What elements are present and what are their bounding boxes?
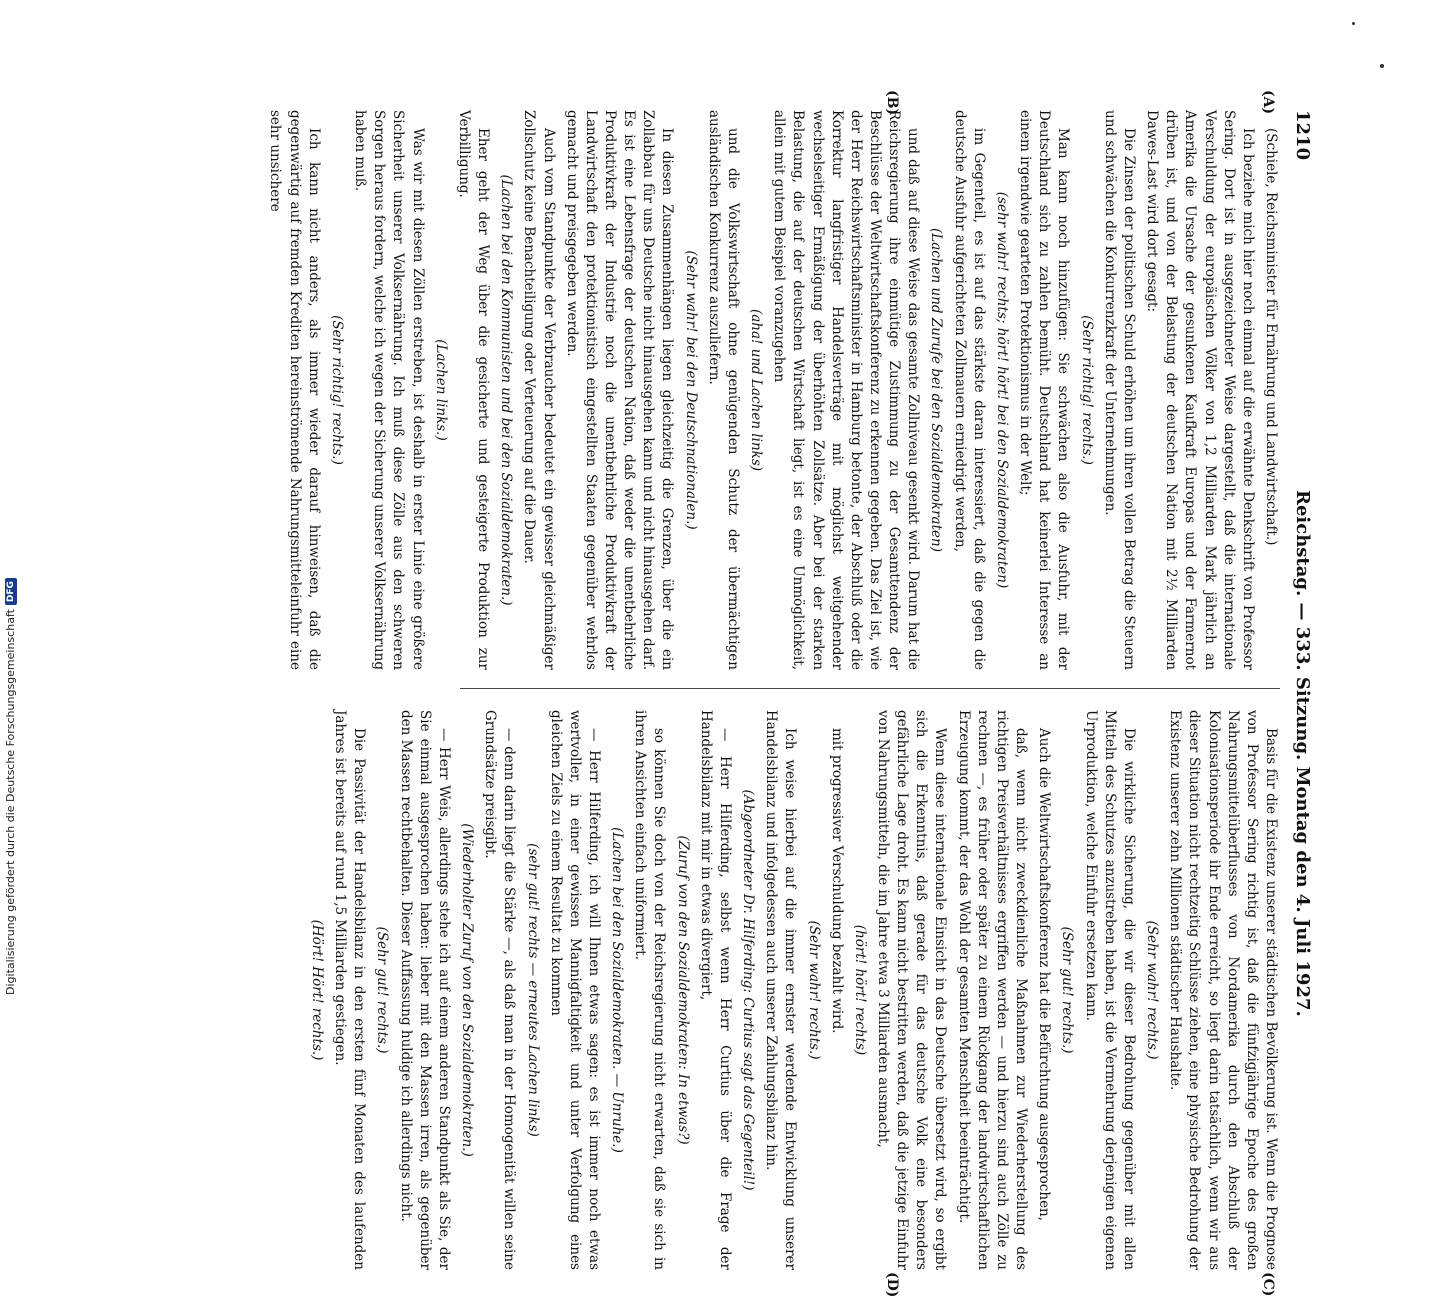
scan-speck (1380, 64, 1384, 68)
paragraph: so können Sie doch von der Reichsregierung nicht erwarten, daß sie sich in ihren Ansichten einfach uniformiert. (632, 710, 668, 1270)
interjection: (Lachen bei den Sozialdemokraten. — Unruhe.) (609, 827, 626, 1153)
interjection: (Sehr richtig! rechts.) (1078, 315, 1095, 465)
interjection: (sehr gut! rechts — erneutes Lachen links) (524, 843, 541, 1137)
paragraph: Die wirkliche Sicherung, die wir dieser Bedrohung gegenüber mit allen Mitteln des Schutzes anzustreben haben, ist die Vermehrung derjenigen eigenen Urproduktion, welche Einfuhr ersetzen kann. (1082, 710, 1137, 1270)
margin-marker-b: (B) (884, 90, 900, 116)
paragraph: und daß auf diese Weise das gesamte Zollniveau gesenkt wird. Darum hat die Reichsregierung ihre einmütige Zustimmung zu der Gesamttendenz der Beschlüsse der Weltwirtschaftskonferenz zu erkennen gegeben. Das Ziel ist, wie der Herr Reichswirtschaftsminister in Hamburg betonte, der Abschluß oder die Korrektur langfristiger Handelsverträge mit möglichst weitgehender wechselseitiger Ermäßigung der überhöhten Zollsätze. Aber bei der starken Belastung, die auf der deutschen Wirtschaft liegt, ist es eine Unmöglichkeit, allein mit gutem Beispiel voranzugehen (771, 110, 922, 670)
interjection: (sehr wahr! rechts; hört! hört! bei den Sozialdemokraten) (993, 191, 1010, 589)
paragraph: In diesen Zusammenhängen liegen gleichzeitig die Grenzen, über die ein Zollabbau für uns Deutsche nicht hinausgehen kann und nicht hinausgehen darf. Es ist eine Lebensfrage der deutschen Nation, daß weder die unentbehrliche Produktivkraft der Industrie noch die unentbehrliche Produktivkraft der Landwirtschaft den protektionistisch eingestellten Staaten gegenüber wehrlos gemacht und preisgegeben werden. (563, 110, 676, 670)
interjection: (Sehr richtig! rechts.) (328, 315, 345, 465)
left-column (261, 110, 1280, 670)
page-number: 1210 (1292, 110, 1314, 161)
paragraph: — Herr Hilferding, selbst wenn Herr Curtius über die Frage der Handelsbilanz mit mir in etwas divergiert, (697, 710, 733, 1270)
paragraph: Auch die Weltwirtschaftskonferenz hat die Befürchtung ausgesprochen, (1036, 728, 1053, 1222)
page-title: Reichstag. — 333. Sitzung. Montag den 4. Juli 1927. (1292, 490, 1314, 1017)
interjection: (Abgeordneter Dr. Hilferding: Curtius sagt das Gegenteil!) (740, 789, 757, 1191)
paragraph: im Gegenteil, es ist auf das stärkste daran interessiert, daß die gegen die deutsche Ausfuhr aufgerichteten Zollmauern erniedrigt werden, (951, 110, 987, 670)
digitization-credit (4, 581, 17, 995)
interjection: (hört! hört! rechts) (851, 924, 868, 1056)
page-header (1286, 90, 1320, 1290)
paragraph: — Herr Hilferding, ich will Ihnen etwas sagen: es ist immer noch etwas wertvoller, in einer gewissen Mannigfaltigkeit und unter Verfolgung eines gleichen Ziels zu einem Resultat zu kommen (547, 710, 602, 1270)
interjection: (Lachen bei den Kommunisten und bei den Sozialdemokraten.) (498, 174, 515, 606)
interjection: (Sehr gut! rechts.) (374, 926, 391, 1054)
paragraph: daß, wenn nicht zweckdienliche Maßnahmen zur Wiederherstellung des richtigen Preisverhältnisses ergriffen werden — und hierzu sind auch Zölle zu rechnen —, es früher oder später zu einem Rückgang der landwirtschaftlichen Erzeugung kommt, der das Wohl der gesamten Menschheit beeinträchtigt. (955, 710, 1030, 1270)
interjection: (Sehr wahr! rechts.) (805, 920, 822, 1060)
paragraph: und die Volkswirtschaft ohne genügenden Schutz der übermächtigen ausländischen Konkurrenz auszuliefern. (705, 110, 741, 670)
column-divider (460, 688, 1280, 689)
interjection: (Sehr gut! rechts.) (1059, 926, 1076, 1054)
margin-marker-d: (D) (884, 1272, 900, 1297)
paragraph: Auch vom Standpunkte der Verbraucher bedeutet ein gewisser gleichmäßiger Zollschutz keine Benachteiligung oder Verteuerung auf die Dauer. (521, 110, 557, 670)
paragraph: Ich beziehe mich hier noch einmal auf die erwähnte Denkschrift von Professor Sering. Dort ist in ausgezeichneter Weise dargestellt, daß die internationale Verschuldung der europäischen Völker von 1,2 Milliarden Mark jährlich an Amerika die Ursache der gesunkenen Kaufkraft Europas und der Farmernot drüben ist, und von der Belastung der deutschen Nation mit 2½ Milliarden Dawes-Last wird dort gesagt: (1144, 110, 1256, 670)
credit-text: Digitalisierung gefördert durch die Deutsche Forschungsgemeinschaft (4, 609, 17, 995)
paragraph: Die Passivität der Handelsbilanz in den ersten fünf Monaten des laufenden Jahres ist bereits auf rund 1,5 Milliarden gestiegen. (332, 710, 368, 1270)
paragraph: Die Zinsen der politischen Schuld erhöhen um ihren vollen Betrag die Steuern und schwächen die Konkurrenzkraft der Unternehmungen. (1101, 110, 1137, 670)
paragraph: Basis für die Existenz unserer städtischen Bevölkerung ist. Wenn die Prognose von Professor Sering richtig ist, daß die fünfzigjährige Epoche des großen Nahrungsmittelüberflusses von Nordamerika durch den Abschluß der Kolonisationsperiode ihr Ende erreicht, so liegt darin tatsächlich, wenn wir aus dieser Situation nicht rechtzeitig Schlüsse ziehen, eine physische Bedrohung der Existenz unserer zehn Millionen städtischer Haushalte. (1167, 710, 1279, 1270)
paragraph: Wenn diese internationale Einsicht in das Deutsche übersetzt wird, so ergibt sich die Erkenntnis, daß gerade für das deutsche Volk eine besonders gefährliche Lage droht. Es kann nicht bestritten werden, daß die jetzige Einfuhr von Nahrungsmitteln, die im Jahre etwa 3 Milliarden ausmacht, (875, 710, 949, 1270)
paragraph: Was wir mit diesen Zöllen erstreben, ist deshalb in erster Linie eine größere Sicherheit unserer Volksernährung. Ich muß diese Zölle aus den schweren Sorgen heraus fordern, welche ich wegen der Sicherung unserer Volksernährung haben muß. (352, 110, 426, 670)
interjection: (Lachen links.) (432, 339, 449, 441)
interjection: (Zuruf von den Sozialdemokraten: In etwas?) (674, 835, 691, 1145)
interjection: (aha! und Lachen links) (748, 308, 765, 472)
margin-marker-c: (C) (1260, 1272, 1276, 1297)
paragraph: Ich kann nicht anders, als immer wieder darauf hinweisen, daß die gegenwärtig auf fremden Krediten hereinströmende Nahrungsmitteleinfuhr eine sehr unsichere (267, 110, 322, 670)
margin-marker-a: (A) (1260, 90, 1276, 115)
paragraph: Eher geht der Weg über die gesicherte und gesteigerte Produktion zur Verbilligung. (455, 110, 492, 670)
scan-speck (1352, 22, 1355, 25)
dfg-logo: DFG (5, 578, 17, 605)
paragraph: Ich weise hierbei auf die immer ernster werdende Entwicklung unserer Handelsbilanz und infolgedessen auch unserer Zahlungsbilanz hin. (763, 710, 799, 1270)
interjection: (Hört! Hört! rechts.) (308, 919, 325, 1061)
paragraph: — Herr Weis, allerdings stehe ich auf einem anderen Standpunkt als Sie, der Sie einmal ausgesprochen haben: lieber mit den Massen irren, als gegenüber den Massen rechtbehalten. Dieser Auffassung huldige ich allerdings nicht. (397, 710, 452, 1270)
paragraph: (Schiele, Reichsminister für Ernährung und Landwirtschaft.) (1263, 128, 1279, 546)
right-column (303, 710, 1280, 1270)
paragraph: Man kann noch hinzufügen: Sie schwächen also die Ausfuhr, mit der Deutschland sich zu zahlen bemüht. Deutschland hat keinerlei Interesse an einem irgendwie gearteten Protektionismus in der Welt; (1017, 110, 1072, 670)
document-page (120, 90, 1320, 1297)
interjection: (Sehr wahr! bei den Deutschnationalen.) (682, 250, 699, 530)
interjection: (Sehr wahr! rechts.) (1144, 920, 1161, 1060)
interjection: (Lachen und Zurufe bei den Sozialdemokraten) (928, 228, 945, 552)
paragraph: — denn darin liegt die Stärke —, als daß man in der Homogenität willen seine Grundsätze preisgibt. (482, 710, 518, 1270)
interjection: (Wiederholter Zuruf von den Sozialdemokraten.) (459, 823, 476, 1157)
paragraph: mit progressiver Verschuldung bezahlt wird. (828, 728, 845, 1034)
